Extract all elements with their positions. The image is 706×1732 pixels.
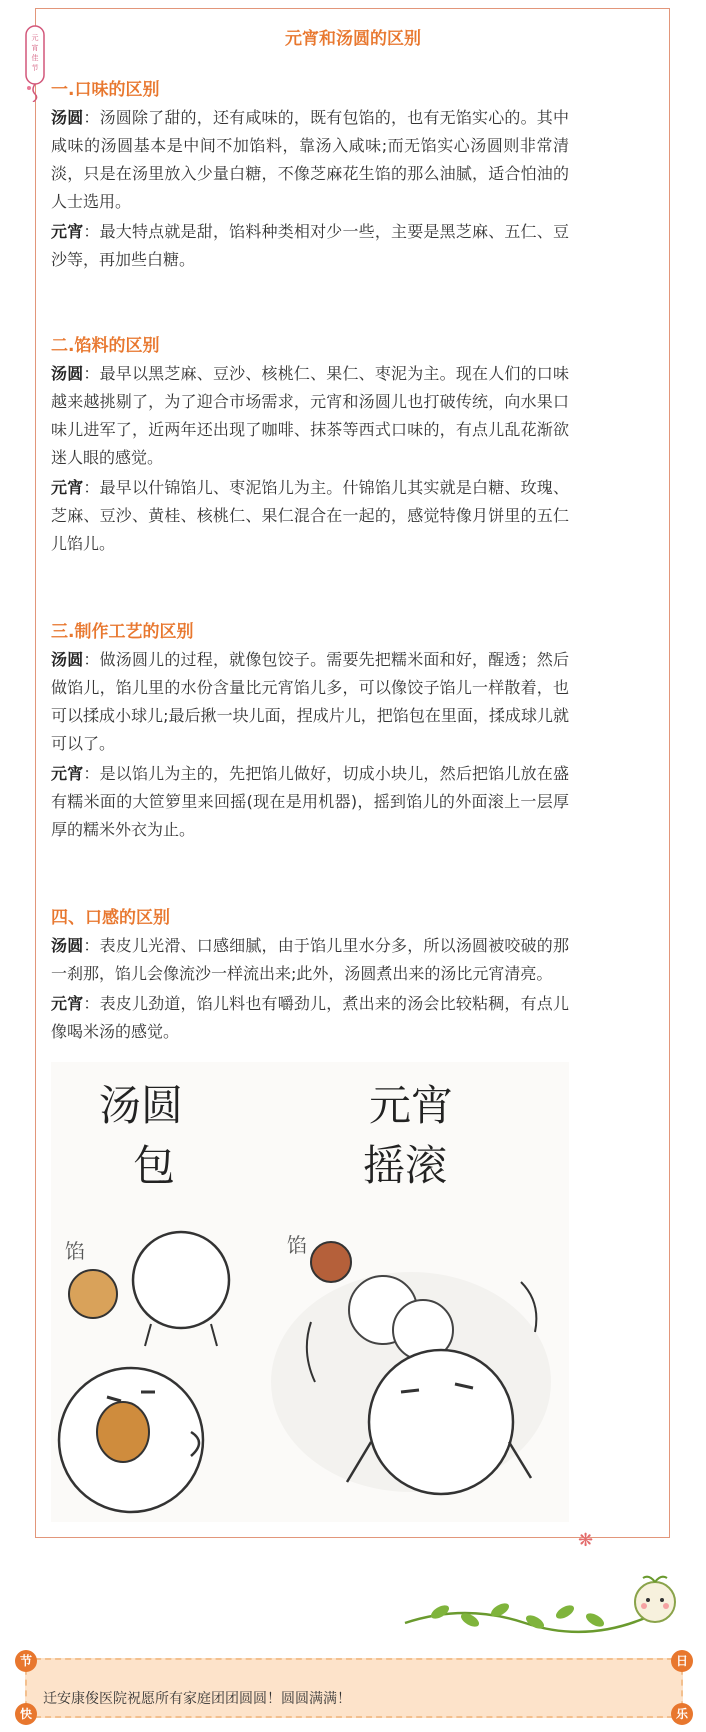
dumpling-mascot-icon <box>635 1582 675 1622</box>
paragraph-label: 元宵 <box>51 478 84 497</box>
article-body <box>51 76 569 1106</box>
paragraph-separator: ： <box>83 994 100 1013</box>
illus-filling-label-left: 馅 <box>65 1239 85 1263</box>
section-heading: 三.制作工艺的区别 <box>51 622 194 642</box>
paragraph-separator: ： <box>83 364 100 383</box>
paragraph-label: 元宵 <box>51 222 84 241</box>
corner-badge-2: 日 <box>671 1650 693 1672</box>
section-heading: 二.馅料的区别 <box>51 336 160 356</box>
paragraph-label: 元宵 <box>51 994 84 1013</box>
section-paragraph <box>51 218 569 274</box>
paragraph-text: 是以馅儿为主的，先把馅儿做好，切成小块儿，然后把馅儿放在盛有糯米面的大笸箩里来回摇(现在是用机器)，摇到馅儿的外面滚上一层厚厚的糯米外衣为止。 <box>51 764 569 839</box>
illus-left-title-1: 汤圆 <box>99 1081 184 1130</box>
footer-text: 迁安康俊医院祝愿所有家庭团团圆圆！圆圆满满！ <box>43 1691 351 1707</box>
paragraph-separator: ： <box>83 764 100 783</box>
paragraph-separator: ： <box>83 936 100 955</box>
paragraph-text: 做汤圆儿的过程，就像包饺子。需要先把糯米面和好，醒透；然后做馅儿，馅儿里的水份含量比元宵馅儿多，可以像饺子馅儿一样散着，也可以揉成小球儿;最后揪一块儿面，捏成片儿，把馅包在里面，揉成球儿就可以了。 <box>51 650 569 753</box>
paragraph-label: 汤圆 <box>51 936 84 955</box>
corner-badge-4: 乐 <box>671 1703 693 1725</box>
section-4 <box>51 904 569 1046</box>
section-paragraph <box>51 474 569 558</box>
section-heading: 四、口感的区别 <box>51 908 170 928</box>
corner-badge-3: 快 <box>15 1703 37 1725</box>
corner-badge-1: 节 <box>15 1650 37 1672</box>
paragraph-text: 表皮儿光滑、口感细腻，由于馅儿里水分多，所以汤圆被咬破的那一刹那，馅儿会像流沙一样流出来;此外，汤圆煮出来的汤比元宵清亮。 <box>51 936 569 983</box>
paragraph-text: 最早以什锦馅儿、枣泥馅儿为主。什锦馅儿其实就是白糖、玫瑰、芝麻、豆沙、黄桂、核桃仁、果仁混合在一起的，感觉特像月饼里的五仁儿馅儿。 <box>51 478 569 553</box>
paragraph-label: 元宵 <box>51 764 84 783</box>
paragraph-label: 汤圆 <box>51 364 84 383</box>
illus-right-title-1: 元宵 <box>369 1081 454 1130</box>
paragraph-text: 最早以黑芝麻、豆沙、核桃仁、果仁、枣泥为主。现在人们的口味越来越挑剔了，为了迎合市场需求，元宵和汤圆儿也打破传统，向水果口味儿进军了，近两年还出现了咖啡、抹茶等西式口味的，有点儿乱花渐欲迷人眼的感觉。 <box>51 364 569 467</box>
section-1 <box>51 76 569 274</box>
paragraph-separator: ： <box>83 650 100 669</box>
paragraph-separator: ： <box>83 108 100 127</box>
section-paragraph <box>51 646 569 758</box>
paragraph-separator: ： <box>83 222 100 241</box>
section-heading: 一.口味的区别 <box>51 80 160 100</box>
illus-left-title-2: 包 <box>133 1141 176 1190</box>
yuanxiao-face-icon <box>369 1350 513 1494</box>
section-paragraph <box>51 990 569 1046</box>
paragraph-separator: ： <box>83 478 100 497</box>
paragraph-label: 汤圆 <box>51 108 84 127</box>
illus-right-title-2: 摇滚 <box>363 1141 448 1190</box>
section-paragraph <box>51 104 569 216</box>
section-paragraph <box>51 760 569 844</box>
flower-icon: ❋ <box>578 1530 594 1551</box>
page-title: 元宵和汤圆的区别 <box>285 29 421 49</box>
paragraph-text: 表皮儿劲道，馅儿料也有嚼劲儿，煮出来的汤会比较粘稠，有点儿像喝米汤的感觉。 <box>51 994 569 1041</box>
section-paragraph <box>51 932 569 988</box>
section-paragraph <box>51 360 569 472</box>
paragraph-text: 最大特点就是甜，馅料种类相对少一些，主要是黑芝麻、五仁、豆沙等，再加些白糖。 <box>51 222 569 269</box>
filling-ball-icon <box>69 1270 117 1318</box>
footer-banner <box>15 1650 693 1725</box>
filling-ball-icon-2 <box>311 1242 351 1282</box>
vine-decoration <box>400 1568 690 1638</box>
svg-text:元宵佳节: 元宵佳节 <box>31 34 39 72</box>
section-3 <box>51 618 569 844</box>
paragraph-text: 汤圆除了甜的，还有咸味的，既有包馅的，也有无馅实心的。其中咸味的汤圆基本是中间不加馅料，靠汤入咸味;而无馅实心汤圆则非常清淡，只是在汤里放入少量白糖，不像芝麻花生馅的那么油腻，适合怕油的人士选用。 <box>51 108 569 211</box>
section-2 <box>51 332 569 558</box>
illus-filling-label-right: 馅 <box>287 1233 307 1257</box>
paragraph-label: 汤圆 <box>51 650 84 669</box>
dough-ball-icon <box>133 1232 229 1328</box>
cartoon-illustration <box>51 1062 569 1522</box>
